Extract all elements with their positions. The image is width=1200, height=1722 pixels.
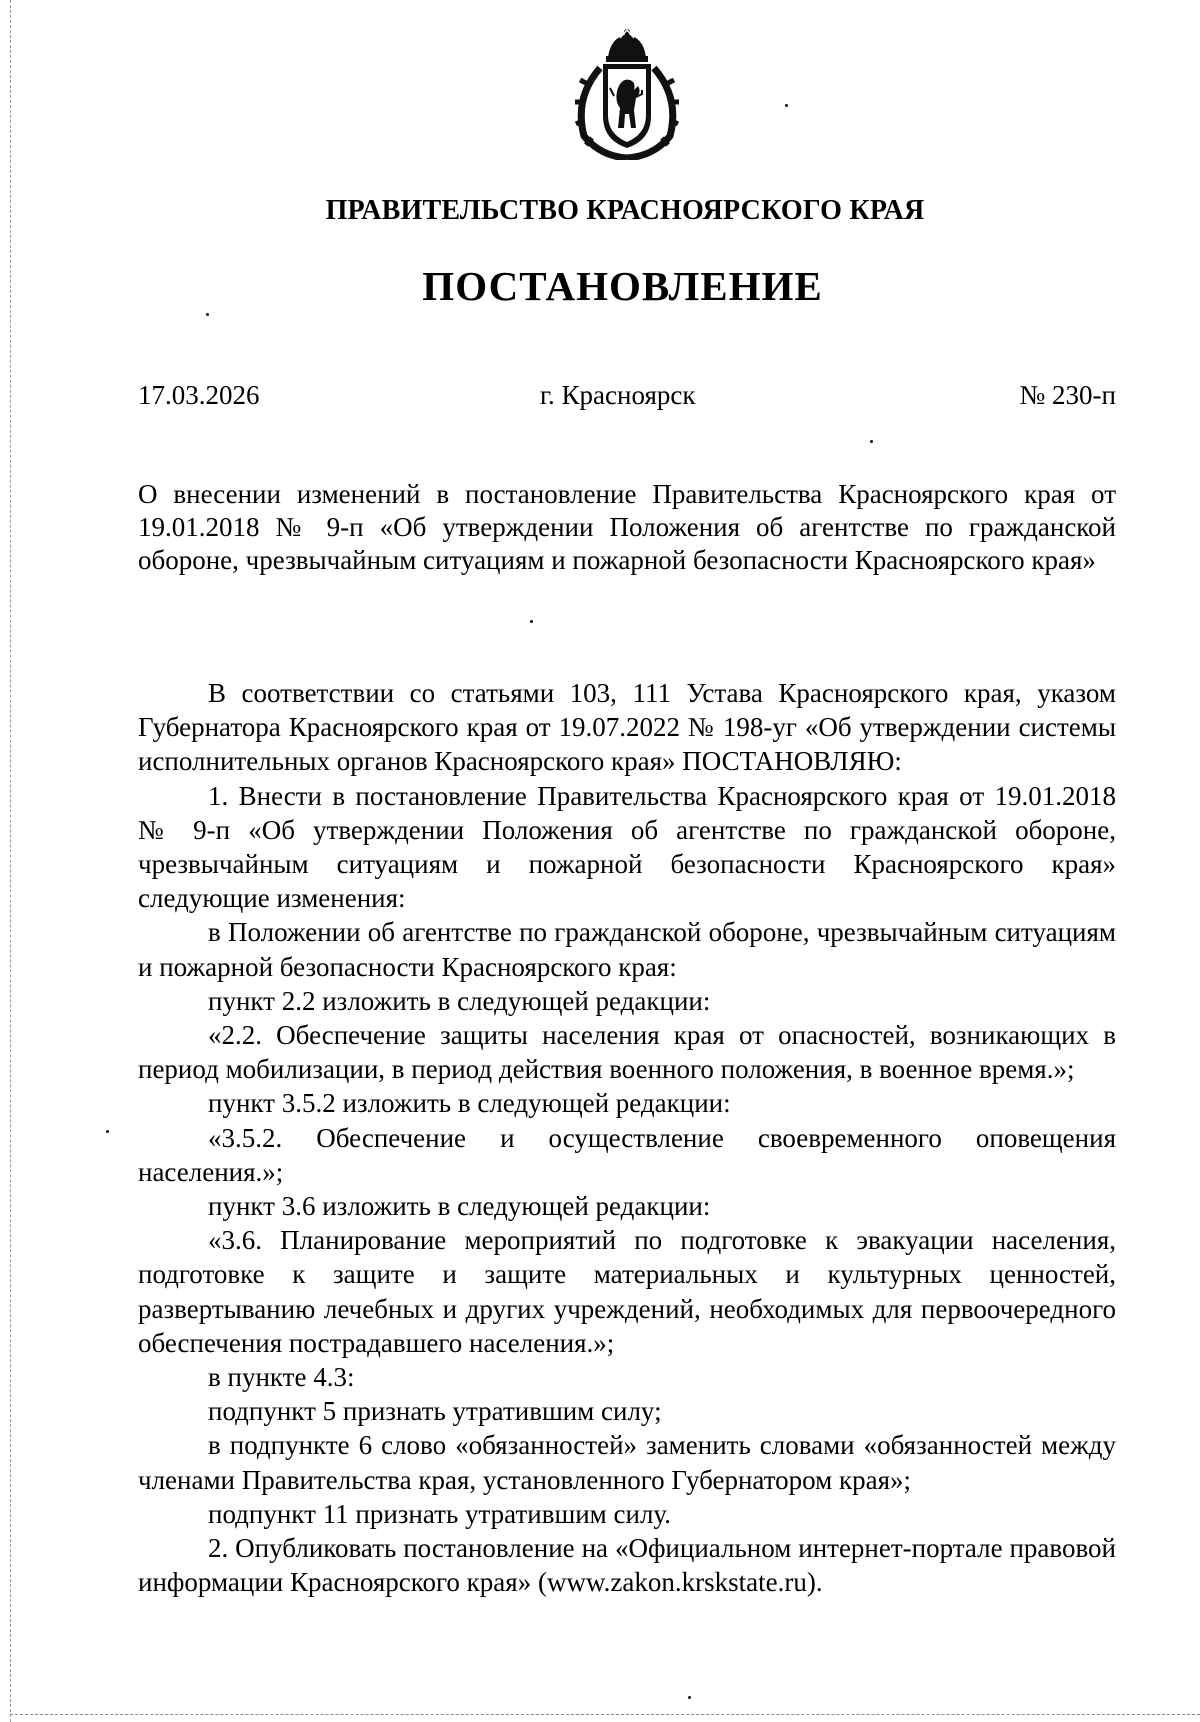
krasnoyarsk-coat-of-arms-icon [570,28,685,160]
scan-speck [530,620,533,623]
body-paragraph: 1. Внести в постановление Правительства Красноярского края от 19.01.2018 № 9-п «Об утверждении Положения об агентстве по гражданской обороне, чрезвычайным ситуациям и пожарной безопасности Красноярского края» следующие изменения: [138,780,1116,914]
government-title: ПРАВИТЕЛЬСТВО КРАСНОЯРСКОГО КРАЯ [325,195,925,226]
document-date: 17.03.2026 [138,380,260,410]
body-paragraph: «3.6. Планирование мероприятий по подготовке к эвакуации населения, подготовке к защите и защите материальных и культурных ценностей, развертыванию лечебных и других учреждений, необходимых для первоочередного обеспечения пострадавшего населения.»; [138,1225,1116,1358]
body-paragraph: пункт 2.2 изложить в следующей редакции: [208,985,711,1016]
body-paragraph: в подпункте 6 слово «обязанностей» заменить словами «обязанностей между членами Правительства края, установленного Губернатором края»; [138,1430,1116,1495]
body-paragraph: В соответствии со статьями 103, 111 Устава Красноярского края, указом Губернатора Красноярского края от 19.07.2022 № 198-уг «Об утверждении системы исполнительных органов Красноярского края» ПОСТАНОВЛЯЮ: [138,678,1116,777]
document-city: г. Красноярск [540,380,696,410]
scan-bottom-line [10,1714,1200,1716]
scan-speck [785,104,788,107]
document-body [138,676,1116,1599]
document-subject: О внесении изменений в постановление Правительства Красноярского края от 19.01.2018 № 9-п «Об утверждении Положения об агентстве по гражданской обороне, чрезвычайным ситуациям и пожарной безопасности Красноярского края» [138,479,1116,575]
document-meta-row [138,380,1116,414]
body-paragraph: пункт 3.6 изложить в следующей редакции: [208,1191,711,1222]
body-paragraph: пункт 3.5.2 изложить в следующей редакции: [208,1088,731,1119]
body-paragraph: «2.2. Обеспечение защиты населения края от опасностей, возникающих в период мобилизации, в период действия военного положения, в военное время.»; [138,1020,1116,1085]
scan-speck [688,1696,691,1699]
body-paragraph: в Положении об агентстве по гражданской обороне, чрезвычайным ситуациям и пожарной безопасности Красноярского края: [138,917,1116,982]
document-type-title: ПОСТАНОВЛЕНИЕ [422,263,823,309]
body-paragraph: в пункте 4.3: [208,1362,355,1393]
body-paragraph: 2. Опубликовать постановление на «Официальном интернет-портале правовой информации Красноярского края» (www.zakon.krskstate.ru). [138,1533,1116,1598]
scan-speck [106,1130,109,1133]
scan-speck [870,440,873,443]
body-paragraph: подпункт 11 признать утратившим силу. [208,1498,671,1529]
body-paragraph: подпункт 5 признать утратившим силу; [208,1396,662,1427]
document-number: № 230-п [1019,380,1116,410]
body-paragraph: «3.5.2. Обеспечение и осуществление своевременного оповещения населения.»; [138,1122,1116,1187]
scan-speck [206,313,209,316]
scan-edge-line [10,0,12,1722]
